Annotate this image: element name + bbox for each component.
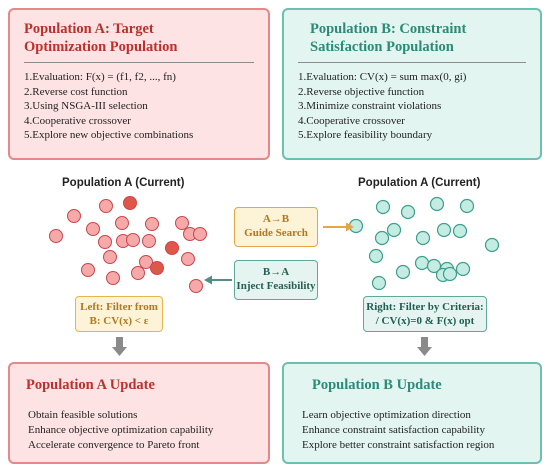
population-a-dots <box>50 197 207 293</box>
arrow-down-icon <box>112 337 127 356</box>
population-b-dots <box>350 198 499 290</box>
list-item: 5.Explore feasibility boundary <box>298 129 433 142</box>
population-a-dot <box>99 236 112 249</box>
population-a-update-list <box>24 408 254 453</box>
population-a-dot <box>107 272 120 285</box>
population-b-dot <box>461 200 474 213</box>
population-b-dot <box>377 201 390 214</box>
population-a-dot <box>190 280 203 293</box>
list-item: 1.Evaluation: F(x) = (f1, f2, ..., fn) <box>24 71 176 83</box>
population-a-dot <box>143 235 156 248</box>
arrow-down-icon <box>417 337 432 356</box>
population-b-dot <box>373 277 386 290</box>
population-a-update-title: Population A Update <box>26 377 155 393</box>
population-b-dot <box>376 232 389 245</box>
population-b-update-title: Population B Update <box>312 377 442 393</box>
population-a-dot <box>116 217 129 230</box>
population-b-dot <box>388 224 401 237</box>
population-a-dot <box>87 223 100 236</box>
list-item: 1.Evaluation: CV(x) = sum max(0, gi) <box>298 71 467 83</box>
population-a-dot <box>194 228 207 241</box>
list-item: Accelerate convergence to Pareto front <box>28 439 200 451</box>
population-b-dot <box>402 206 415 219</box>
population-b-update-list <box>298 408 526 453</box>
population-b-update-panel <box>282 362 542 464</box>
population-a-dot <box>176 217 189 230</box>
population-b-dot <box>417 232 430 245</box>
right-filter-box: Right: Filter by Criteria: / CV(x)=0 & F(x) opt <box>363 296 487 332</box>
inject-feasibility-box: B→A Inject Feasibility <box>234 260 318 300</box>
population-a-dot <box>68 210 81 223</box>
population-b-dot <box>444 268 457 281</box>
list-item: Obtain feasible solutions <box>28 409 138 421</box>
population-b-dot <box>438 224 451 237</box>
list-item: 3.Using NSGA-III selection <box>24 100 148 113</box>
list-item: 2.Reverse objective function <box>298 85 425 98</box>
list-item: 5.Explore new objective combinations <box>24 129 194 142</box>
population-a-dot <box>146 218 159 231</box>
list-item: Explore better constraint satisfaction region <box>302 439 495 451</box>
list-item: Enhance constraint satisfaction capability <box>302 424 485 436</box>
population-a-title: Population A: Target Optimization Population <box>24 21 178 55</box>
population-a-dot <box>166 242 179 255</box>
population-a-dot <box>127 234 140 247</box>
population-a-dot <box>124 197 137 210</box>
guide-search-box: A→B Guide Search <box>234 207 318 247</box>
list-item: Learn objective optimization direction <box>302 409 471 421</box>
population-a-dot <box>104 251 117 264</box>
list-item: 4.Cooperative crossover <box>24 114 131 127</box>
arrow-left-icon <box>204 276 232 285</box>
population-a-dot <box>100 200 113 213</box>
left-filter-box: Left: Filter from B: CV(x) < ε <box>75 296 163 332</box>
population-b-dot <box>397 266 410 279</box>
right-population-label: Population A (Current) <box>358 177 481 189</box>
left-population-label: Population A (Current) <box>62 177 185 189</box>
list-item: 3.Minimize constraint violations <box>298 100 442 113</box>
population-b-dot <box>457 263 470 276</box>
population-b-dot <box>486 239 499 252</box>
population-b-title: Population B: Constraint Satisfaction Population <box>310 21 467 55</box>
population-a-dot <box>151 262 164 275</box>
population-b-dot <box>370 250 383 263</box>
population-a-dot <box>182 253 195 266</box>
list-item: Enhance objective optimization capability <box>28 424 214 436</box>
list-item: 2.Reverse cost function <box>24 85 128 98</box>
population-b-dot <box>454 225 467 238</box>
population-b-dot <box>416 257 429 270</box>
population-a-dot <box>82 264 95 277</box>
population-a-update-panel <box>8 362 270 464</box>
population-b-dot <box>431 198 444 211</box>
list-item: 4.Cooperative crossover <box>298 114 405 127</box>
population-a-dot <box>132 267 145 280</box>
population-a-dot <box>50 230 63 243</box>
